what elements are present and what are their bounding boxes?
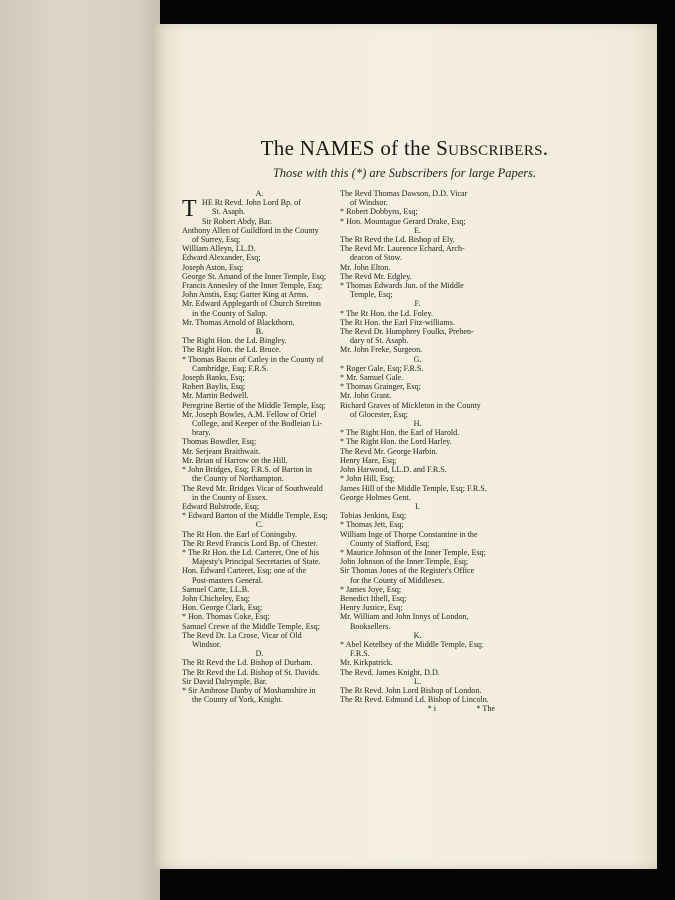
list-item: Edward Bulstrode, Esq; — [182, 501, 260, 511]
list-item: * Abel Ketelbey of the Middle Temple, Esq; — [340, 639, 484, 649]
document-page — [152, 24, 657, 869]
section-letter: G. — [413, 354, 422, 364]
list-item: The Revd Mr. Laurence Echard, Arch- — [340, 244, 465, 254]
list-item: The Revd Mr. George Harbin. — [340, 446, 438, 456]
list-item: John Johnson of the Inner Temple, Esq; — [340, 557, 469, 567]
list-item: John Harwood, LL.D. and F.R.S. — [340, 465, 447, 475]
list-item: Francis Annesley of the Inner Temple, Esq; — [182, 281, 323, 291]
list-item: Mr. Brian of Harrow on the Hill. — [182, 455, 288, 465]
list-item: of Surrey, Esq; — [192, 235, 241, 245]
list-item: Mr. William and John Innys of London, — [340, 612, 469, 622]
list-item: Joseph Banks, Esq; — [182, 373, 245, 383]
list-item: Booksellers. — [350, 621, 391, 631]
list-item: * Sir Ambrose Danby of Moshamshire in — [182, 685, 316, 695]
list-item: The Rt Revd the Ld. Bishop of Durham. — [182, 658, 313, 668]
section-letter: K. — [413, 630, 422, 640]
list-item: * James Joye, Esq; — [340, 584, 402, 594]
catchword: * The — [476, 704, 495, 714]
list-item: Mr. Kirkpatrick. — [340, 658, 393, 668]
list-item: Henry Justice, Esq; — [340, 603, 403, 613]
left-column — [182, 189, 337, 704]
list-item: The Rt Revd. John Lord Bishop of London. — [340, 685, 482, 695]
list-item: Robert Baylis, Esq; — [182, 382, 246, 392]
list-item: Joseph Aston, Esq; — [182, 262, 244, 272]
list-item: of Glocester, Esq; — [350, 409, 408, 419]
list-item: Mr. John Grant. — [340, 391, 392, 401]
list-item: F.R.S. — [350, 649, 370, 659]
facing-page-edge — [0, 0, 160, 900]
page-subtitle: Those with this (*) are Subscribers for large Papers. — [272, 166, 537, 180]
list-item: The Rt Revd. Edmund Ld. Bishop of Lincoln. — [340, 695, 489, 705]
list-item: * Thomas Jett, Esq; — [340, 520, 404, 530]
list-item: the County of Northampton. — [192, 474, 284, 484]
list-item: * John Hill, Esq; — [340, 474, 395, 484]
list-item: Hon. George Clark, Esq; — [182, 603, 263, 613]
list-item: Mr. John Freke, Surgeon. — [340, 345, 423, 355]
list-item: deacon of Stow. — [350, 253, 402, 263]
list-item: * The Right Hon. the Lord Harley. — [340, 437, 452, 447]
section-letter: E. — [414, 225, 421, 235]
list-item: * Thomas Edwards Jun. of the Middle — [340, 281, 464, 291]
list-item: Mr. Serjeant Braithwait. — [182, 446, 261, 456]
list-item: The Revd Mr. Edgley. — [340, 271, 412, 281]
list-item: Mr. Joseph Bowles, A.M. Fellow of Oriel — [182, 409, 317, 419]
section-letter: F. — [414, 299, 421, 309]
list-item: St. Asaph. — [212, 207, 246, 217]
list-item: Windsor. — [192, 639, 222, 649]
list-item: * The Rt Hon. the Ld. Carteret, One of his — [182, 547, 319, 557]
drop-cap: T — [182, 196, 197, 223]
section-letter: B. — [255, 327, 264, 337]
list-item: Majesty's Principal Secretaries of State. — [192, 557, 321, 567]
list-item: College, and Keeper of the Bodleian Li- — [192, 419, 323, 429]
list-item: in the County of Essex. — [192, 492, 268, 502]
opening-entry — [182, 198, 337, 226]
list-item: Henry Hare, Esq; — [340, 455, 397, 465]
subscriber-list-left — [182, 226, 337, 705]
title-main: The NAMES of the — [260, 136, 431, 160]
list-item: Samuel Crewe of the Middle Temple, Esq; — [182, 621, 320, 631]
list-item: The Revd Dr. La Crose, Vicar of Old — [182, 630, 302, 640]
list-item: Tobias Jenkins, Esq; — [340, 511, 407, 521]
section-letter: L. — [414, 676, 421, 686]
list-item: * Thomas Bacon of Catley in the County of — [182, 354, 324, 364]
list-item: Mr. Edward Applegarth of Church Stretton — [182, 299, 321, 309]
subscriber-list-right — [340, 189, 495, 704]
list-item: Post-masters General. — [192, 575, 264, 585]
list-item: * Robert Dobbyns, Esq; — [340, 207, 418, 217]
list-item: John Chicheley, Esq; — [182, 593, 251, 603]
list-item: The Revd Mr. Bridges Vicar of Southweald — [182, 483, 323, 493]
list-item: of Windsor. — [350, 198, 388, 208]
list-item: * Hon. Mountague Gerard Drake, Esq; — [340, 216, 466, 226]
list-item: Mr. Thomas Arnold of Blackthorn. — [182, 317, 295, 327]
list-item: brary. — [192, 428, 211, 438]
list-item: * Mr. Samuel Gale. — [340, 373, 404, 383]
section-letter: H. — [413, 419, 422, 429]
section-letter: D. — [255, 649, 264, 659]
list-item: Mr. John Elton. — [340, 262, 391, 272]
section-letter: A. — [255, 189, 264, 198]
list-item: dary of St. Asaph. — [350, 336, 409, 346]
list-item: for the County of Middlesex. — [350, 575, 445, 585]
list-item: Hon. Edward Carteret, Esq; one of the — [182, 566, 307, 576]
list-item: Mr. Martin Bedwell. — [182, 391, 249, 401]
list-item: George St. Amand of the Inner Temple, Esq; — [182, 271, 327, 281]
list-item: Sir Robert Abdy, Bar. — [202, 216, 272, 226]
list-item: Thomas Bowdler, Esq; — [182, 437, 257, 447]
list-item: Cambridge, Esq; F.R.S. — [192, 363, 269, 373]
list-item: Temple, Esq; — [350, 290, 393, 300]
list-item: * Roger Gale, Esq; F.R.S. — [340, 363, 424, 373]
list-item: * Hon. Thomas Coke, Esq; — [182, 612, 270, 622]
list-item: Sir David Dalrymple, Bar. — [182, 676, 268, 686]
title-smallcaps: Subscribers. — [436, 136, 549, 160]
signature-and-catchword — [340, 704, 495, 713]
list-item: Sir Thomas Jones of the Register's Office — [340, 566, 475, 576]
list-item: HE Rt Revd. John Lord Bp. of — [202, 198, 301, 208]
right-column — [340, 189, 495, 714]
list-item: The Rt Revd the Ld. Bishop of Ely. — [340, 235, 455, 245]
list-item: the County of York, Knight. — [192, 695, 283, 705]
list-item: * The Right Hon. the Earl of Harold. — [340, 428, 460, 438]
list-item: The Rt Hon. the Earl Fitz-williams. — [340, 317, 455, 327]
list-item: in the County of Salop. — [192, 308, 268, 318]
list-item: The Revd. James Knight, D.D. — [340, 667, 440, 677]
list-item: Peregrine Bertie of the Middle Temple, Esq; — [182, 400, 326, 410]
list-item: Richard Graves of Mickleton in the County — [340, 400, 481, 410]
list-item: The Revd Thomas Dawson, D.D. Vicar — [340, 189, 468, 198]
list-item: The Rt Revd the Ld. Bishop of St. Davids. — [182, 667, 320, 677]
list-item: William Inge of Thorpe Constantine in the — [340, 529, 478, 539]
list-item: * John Bridges, Esq; F.R.S. of Barton in — [182, 465, 312, 475]
list-item: The Rt Revd Francis Lord Bp. of Chester. — [182, 538, 318, 548]
list-item: The Rt Hon. the Earl of Coningsby. — [182, 529, 298, 539]
list-item: James Hill of the Middle Temple, Esq; F.R.S. — [340, 483, 487, 493]
list-item: The Right Hon. the Ld. Bruce. — [182, 345, 281, 355]
list-item: * Edward Barton of the Middle Temple, Esq; — [182, 511, 328, 521]
section-letter: I. — [415, 501, 420, 511]
list-item: The Revd Dr. Humphrey Foulks, Preben- — [340, 327, 474, 337]
list-item: William Alleyn, LL.D. — [182, 244, 256, 254]
list-item: * The Rt Hon. the Ld. Foley. — [340, 308, 434, 318]
section-letter: C. — [255, 520, 264, 530]
list-item: Anthony Allen of Guildford in the County — [182, 225, 319, 235]
list-item: * Thomas Grainger, Esq; — [340, 382, 421, 392]
list-item: County of Stafford, Esq; — [350, 538, 430, 548]
list-item: George Holmes Gent. — [340, 492, 411, 502]
list-item: John Anstis, Esq; Garter King at Arms. — [182, 290, 309, 300]
list-item: The Right Hon. the Ld. Bingley. — [182, 336, 287, 346]
list-item: Edward Alexander, Esq; — [182, 253, 261, 263]
list-item: Samuel Carte, LL.B. — [182, 584, 250, 594]
list-item: Benedict Ithell, Esq; — [340, 593, 407, 603]
page-title — [152, 136, 657, 161]
list-item: * Maurice Johnson of the Inner Temple, Esq; — [340, 547, 486, 557]
signature-mark: * i — [427, 704, 437, 714]
